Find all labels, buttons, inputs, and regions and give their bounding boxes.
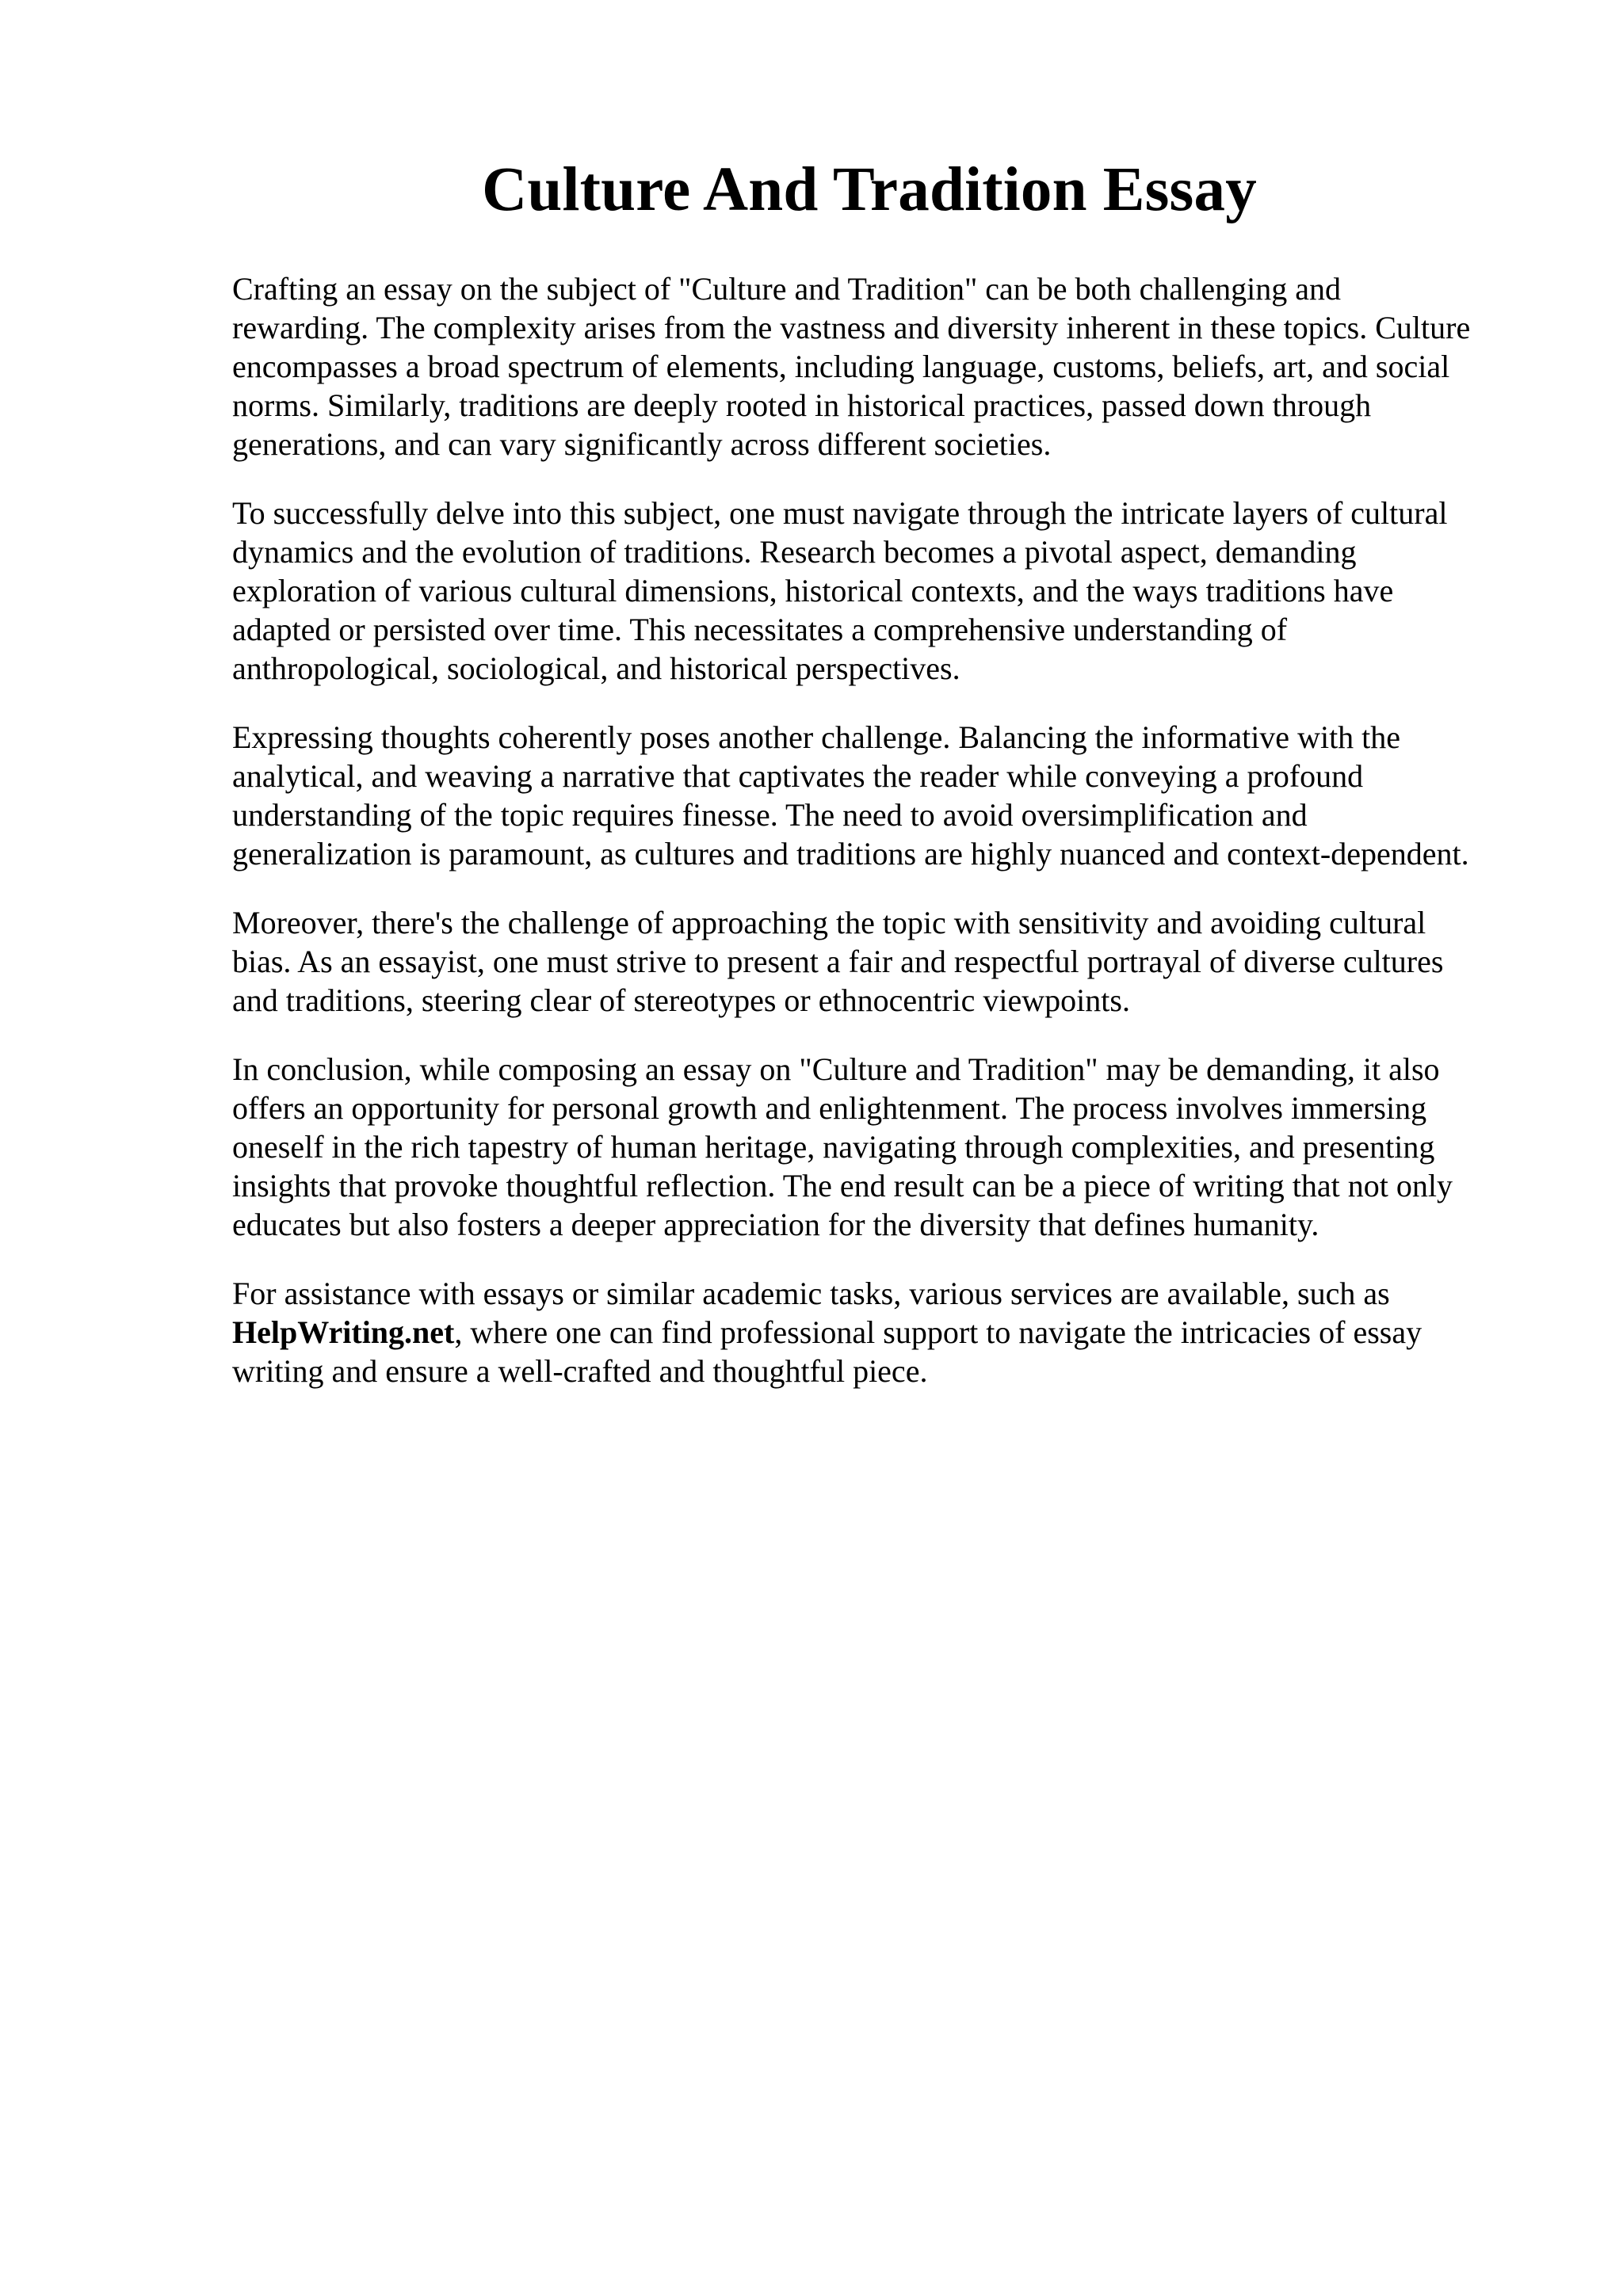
paragraph-line: rewarding. The complexity arises from the vastness and diversity inherent in these topics. Culture [232, 310, 1471, 345]
paragraph-line: insights that provoke thoughtful reflection. The end result can be a piece of writing that not only [232, 1168, 1453, 1203]
paragraph-line: exploration of various cultural dimensions, historical contexts, and the ways traditions have [232, 573, 1394, 608]
paragraph-line: writing and ensure a well-crafted and thoughtful piece. [232, 1353, 928, 1389]
paragraph-6 [232, 1274, 1524, 1390]
helpwriting-link[interactable]: HelpWriting.net [232, 1314, 455, 1350]
paragraph-line: offers an opportunity for personal growth and enlightenment. The process involves immersing [232, 1090, 1427, 1126]
paragraph-4 [232, 903, 1524, 1020]
paragraph-line: To successfully delve into this subject, one must navigate through the intricate layers of cultural [232, 495, 1448, 531]
paragraph-1 [232, 269, 1524, 463]
paragraph-line: adapted or persisted over time. This necessitates a comprehensive understanding of [232, 612, 1288, 647]
paragraph-line: For assistance with essays or similar academic tasks, various services are available, such as [232, 1276, 1390, 1311]
paragraph-line: encompasses a broad spectrum of elements, including language, customs, beliefs, art, and social [232, 349, 1450, 384]
paragraph-line: understanding of the topic requires finesse. The need to avoid oversimplification and [232, 797, 1308, 833]
document-content [232, 151, 1524, 1421]
paragraph-line: oneself in the rich tapestry of human heritage, navigating through complexities, and presenting [232, 1129, 1435, 1165]
paragraph-2 [232, 494, 1524, 688]
paragraph-line: Moreover, there's the challenge of approaching the topic with sensitivity and avoiding cultural [232, 905, 1426, 940]
document-title: Culture And Tradition Essay [482, 155, 1257, 224]
paragraph-line: analytical, and weaving a narrative that captivates the reader while conveying a profound [232, 758, 1364, 794]
paragraph-line: anthropological, sociological, and historical perspectives. [232, 650, 960, 686]
paragraph-3 [232, 718, 1524, 873]
paragraph-line: Expressing thoughts coherently poses another challenge. Balancing the informative with the [232, 719, 1401, 755]
paragraph-line: bias. As an essayist, one must strive to present a fair and respectful portrayal of diverse cultures [232, 944, 1444, 979]
paragraph-line: dynamics and the evolution of traditions. Research becomes a pivotal aspect, demanding [232, 534, 1357, 570]
paragraph-line-with-brand [232, 1313, 1524, 1352]
paragraph-line: In conclusion, while composing an essay on "Culture and Tradition" may be demanding, it also [232, 1051, 1440, 1087]
paragraph-line: and traditions, steering clear of stereotypes or ethnocentric viewpoints. [232, 982, 1130, 1018]
paragraph-line: generalization is paramount, as cultures and traditions are highly nuanced and context-dependent. [232, 836, 1469, 871]
paragraph-line: generations, and can vary significantly across different societies. [232, 426, 1052, 462]
paragraph-line: Crafting an essay on the subject of "Culture and Tradition" can be both challenging and [232, 271, 1342, 307]
paragraph-5 [232, 1050, 1524, 1244]
paragraph-line: educates but also fosters a deeper appreciation for the diversity that defines humanity. [232, 1207, 1319, 1242]
paragraph-line: norms. Similarly, traditions are deeply rooted in historical practices, passed down through [232, 387, 1372, 423]
paragraph-line-rest: , where one can find professional support to navigate the intricacies of essay [454, 1314, 1423, 1350]
